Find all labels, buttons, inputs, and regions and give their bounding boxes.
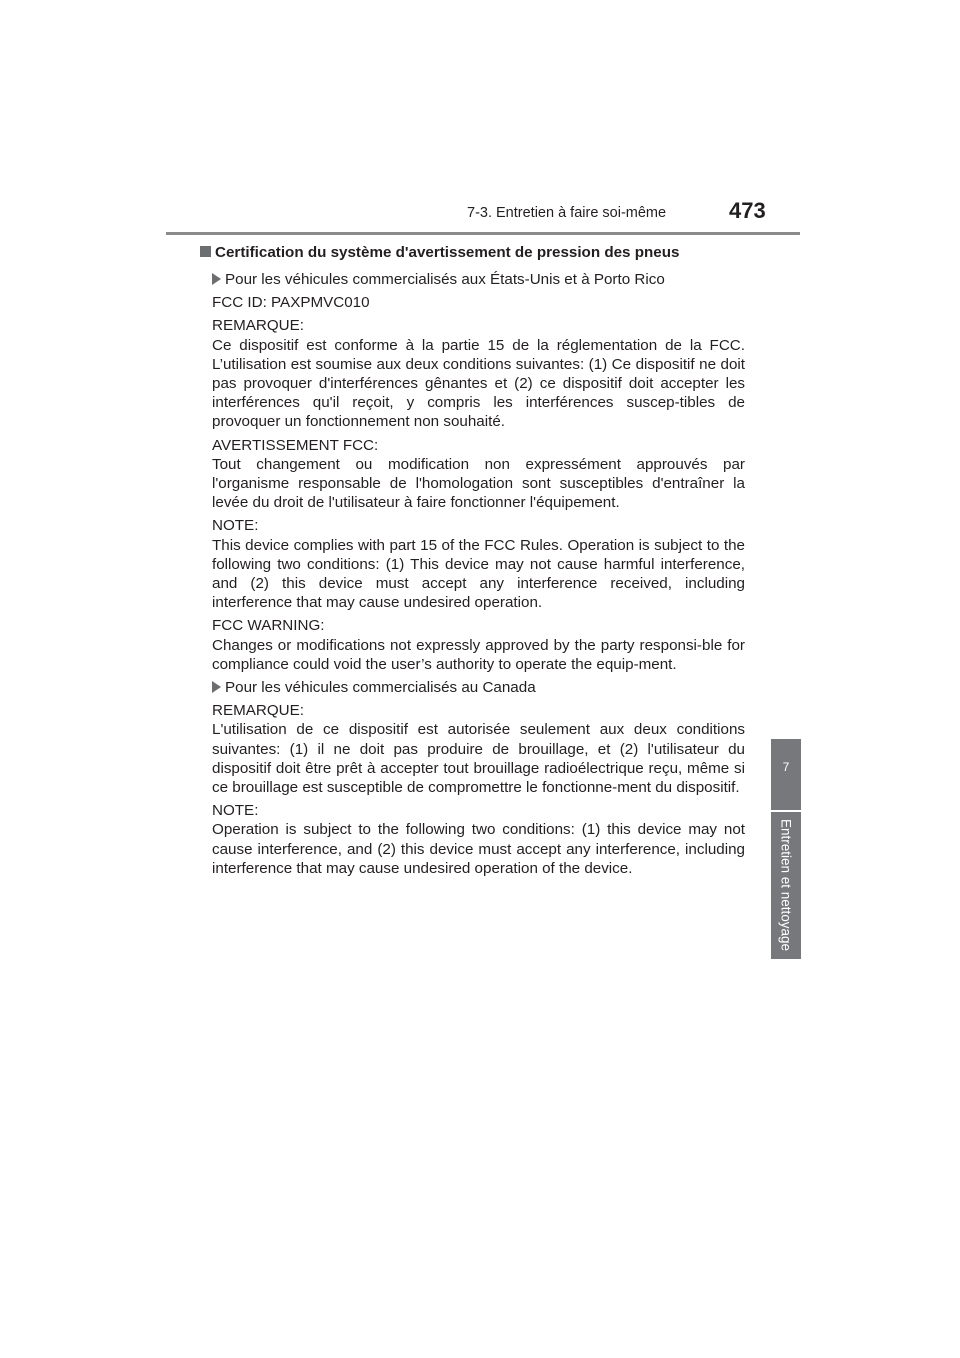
us-subheading-text: Pour les véhicules commercialisés aux États-Unis et à Porto Rico — [225, 271, 665, 288]
header-section-title: 7-3. Entretien à faire soi-même — [467, 205, 667, 221]
fcc-id-text: FCC ID: PAXPMVC010 — [212, 294, 370, 312]
canada-subheading-text: Pour les véhicules commercialisés au Canada — [225, 679, 536, 697]
us-remarque-block — [212, 316, 745, 431]
avertissement-label: AVERTISSEMENT FCC: — [212, 436, 379, 454]
canada-remarque-block — [212, 701, 745, 797]
us-note-text: This device complies with part 15 of the FCC Rules. Operation is subject to the following two conditions: (1) This device may not cause harmful interference, and (2) this device must accept any interference received, including interference that may cause undesired operation. — [212, 536, 745, 612]
canada-subheading — [225, 678, 745, 697]
canada-note-block — [212, 801, 745, 878]
header-divider — [166, 232, 800, 235]
side-tab-number: 7 — [782, 760, 790, 774]
section-heading-text: Certification du système d'avertissement de pression des pneus — [215, 244, 680, 261]
page-number: 473 — [729, 198, 766, 223]
canada-note-text: Operation is subject to the following two conditions: (1) this device may not cause interference, and (2) this device must accept any interference, including interference that may cause undesired operation of the device. — [212, 821, 745, 877]
us-remarque-label: REMARQUE: — [212, 317, 304, 335]
side-tab-number-box — [771, 739, 801, 810]
fcc-warning-text: Changes or modifications not expressly approved by the party responsi-ble for compliance could void the user’s authority to operate the equip-ment. — [212, 636, 745, 673]
us-subheading — [225, 270, 745, 289]
us-remarque-text: Ce dispositif est conforme à la partie 15 de la réglementation de la FCC. L’utilisation est soumise aux deux conditions suivantes: (1) Ce dispositif ne doit pas provoquer d'interférences gênantes et (2) ce dispositif doit accepter les interférences qu'il reçoit, y compris les interférences suscep-tibles de provoquer un fonctionnement non souhaité. — [212, 336, 745, 431]
avertissement-block — [212, 436, 745, 513]
side-tab-label: Entretien et nettoyage — [778, 818, 794, 952]
us-note-label: NOTE: — [212, 517, 259, 535]
us-note-block — [212, 516, 745, 612]
canada-remarque-text: L'utilisation de ce dispositif est autorisée seulement aux deux conditions suivantes: (1) il ne doit pas produire de brouillage, et (2) l'utilisateur du dispositif doit être prêt à accepter tout brouillage radioélectrique reçu, même si ce brouillage est susceptible de compromettre le fonctionne-ment du dispositif. — [212, 721, 745, 797]
avertissement-text: Tout changement ou modification non expressément approuvés par l'organisme responsable de l'homologation sont susceptibles d'entraîner la levée du droit de l'utilisateur à faire fonctionner l'équipement. — [212, 455, 745, 512]
fcc-warning-block — [212, 616, 745, 674]
arrow-bullet-icon — [212, 273, 221, 285]
canada-remarque-label: REMARQUE: — [212, 702, 304, 720]
fcc-warning-label: FCC WARNING: — [212, 617, 325, 635]
main-content — [212, 241, 745, 882]
arrow-bullet-icon — [212, 681, 221, 693]
square-bullet-icon — [200, 246, 211, 257]
canada-note-label: NOTE: — [212, 802, 259, 820]
fcc-id — [212, 293, 745, 312]
